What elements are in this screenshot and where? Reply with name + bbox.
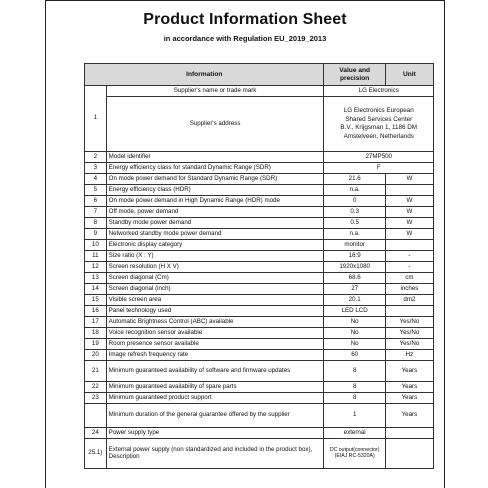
table-row bbox=[85, 152, 434, 163]
row-label: Electronic display category bbox=[106, 240, 324, 251]
header-value: Value and precision bbox=[324, 64, 385, 86]
row-value: 0.5 bbox=[324, 218, 385, 229]
table-row bbox=[85, 439, 434, 469]
table-row bbox=[85, 229, 434, 240]
row-unit: Yes/No bbox=[385, 339, 433, 350]
row-number: 15 bbox=[85, 295, 107, 306]
row-unit: W bbox=[385, 174, 433, 185]
row-label: Supplier's address bbox=[106, 97, 324, 152]
row-value: 16:9 bbox=[324, 251, 385, 262]
row-value: 1920x1080 bbox=[324, 262, 385, 273]
row-label: Size ratio (X : Y) bbox=[106, 251, 324, 262]
table-row bbox=[85, 218, 434, 229]
row-number: 13 bbox=[85, 273, 107, 284]
row-value: LG Electronics European Shared Services Center B.V., Krijgsman 1, 1186 DM Amstelveen, Netherlands bbox=[324, 97, 434, 152]
header-information: Information bbox=[85, 64, 324, 86]
row-label: Room presence sensor available bbox=[106, 339, 324, 350]
row-value: n.a. bbox=[324, 229, 385, 240]
row-number: 7 bbox=[85, 207, 107, 218]
row-value: No bbox=[324, 328, 385, 339]
table-row bbox=[85, 207, 434, 218]
row-value: LG Electronics bbox=[324, 86, 434, 97]
row-number: 11 bbox=[85, 251, 107, 262]
row-unit: dm2 bbox=[385, 295, 433, 306]
row-number: 20 bbox=[85, 350, 107, 361]
row-label: On mode power demand for Standard Dynamic Range (SDR) bbox=[106, 174, 324, 185]
row-number: 22 bbox=[85, 382, 107, 393]
row-number: 3 bbox=[85, 163, 107, 174]
row-number: 5 bbox=[85, 185, 107, 196]
row-unit: inches bbox=[385, 284, 433, 295]
row-number: 18 bbox=[85, 328, 107, 339]
row-label: Automatic Brightness Control (ABC) available bbox=[106, 317, 324, 328]
row-value: No bbox=[324, 317, 385, 328]
row-label: Minimum guaranteed product support bbox=[106, 393, 324, 404]
table-row bbox=[85, 295, 434, 306]
row-value: 0.3 bbox=[324, 207, 385, 218]
table-row bbox=[85, 404, 434, 428]
row-label: Panel technology used bbox=[106, 306, 324, 317]
table-row bbox=[85, 185, 434, 196]
row-unit bbox=[385, 185, 433, 196]
row-unit: Hz bbox=[385, 350, 433, 361]
table-row bbox=[85, 317, 434, 328]
row-label: Screen resolution (H X V) bbox=[106, 262, 324, 273]
header-unit: Unit bbox=[385, 64, 433, 86]
row-unit: Yes/No bbox=[385, 328, 433, 339]
table-row bbox=[85, 328, 434, 339]
row-unit: - bbox=[385, 251, 433, 262]
row-label: Off mode, power demand bbox=[106, 207, 324, 218]
row-label: External power supply (non standardized and included in the product box), Description bbox=[106, 439, 324, 469]
row-value: n.a. bbox=[324, 185, 385, 196]
row-number: 17 bbox=[85, 317, 107, 328]
row-value: 21.6 bbox=[324, 174, 385, 185]
table-row bbox=[85, 382, 434, 393]
row-value: DC output(connector) (EIAJ RC-5320A) bbox=[324, 439, 385, 469]
row-unit: Years bbox=[385, 382, 433, 393]
table-row bbox=[85, 163, 434, 174]
row-value: 60 bbox=[324, 350, 385, 361]
table-row bbox=[85, 306, 434, 317]
row-number: 21 bbox=[85, 361, 107, 382]
table-row bbox=[85, 361, 434, 382]
row-label: Screen diagonal (inch) bbox=[106, 284, 324, 295]
row-number: 1 bbox=[85, 86, 107, 152]
product-info-table bbox=[84, 63, 434, 469]
row-unit: W bbox=[385, 229, 433, 240]
row-label: Supplier's name or trade mark bbox=[106, 86, 324, 97]
table-header-row bbox=[85, 64, 434, 86]
table-row bbox=[85, 350, 434, 361]
row-number: 10 bbox=[85, 240, 107, 251]
row-number: 6 bbox=[85, 196, 107, 207]
row-unit bbox=[385, 240, 433, 251]
row-unit: - bbox=[385, 262, 433, 273]
row-value: external bbox=[324, 428, 385, 439]
row-unit: W bbox=[385, 207, 433, 218]
row-number: 25.1) bbox=[85, 439, 107, 469]
table-row bbox=[85, 339, 434, 350]
row-unit: Years bbox=[385, 361, 433, 382]
row-label: Minimum duration of the general guarantee offered by the supplier bbox=[106, 404, 324, 428]
row-unit bbox=[385, 306, 433, 317]
row-number: 9 bbox=[85, 229, 107, 240]
row-label: Minimum guaranteed availability of software and firmware updates bbox=[106, 361, 324, 382]
row-label: On mode power demand in High Dynamic Range (HDR) mode bbox=[106, 196, 324, 207]
row-label: Model identifier bbox=[106, 152, 324, 163]
row-number: 12 bbox=[85, 262, 107, 273]
row-label: Standby mode power demand bbox=[106, 218, 324, 229]
row-value: 0 bbox=[324, 196, 385, 207]
row-unit bbox=[385, 428, 433, 439]
row-number: 19 bbox=[85, 339, 107, 350]
table-row bbox=[85, 240, 434, 251]
table-row bbox=[85, 86, 434, 97]
row-unit: Years bbox=[385, 404, 433, 428]
page-title: Product Information Sheet bbox=[143, 11, 347, 28]
row-value: monitor bbox=[324, 240, 385, 251]
row-number: 23 bbox=[85, 393, 107, 404]
row-value: LED LCD bbox=[324, 306, 385, 317]
row-label: Minimum guaranteed availability of spare parts bbox=[106, 382, 324, 393]
row-number: 4 bbox=[85, 174, 107, 185]
table-row bbox=[85, 196, 434, 207]
row-number: 14 bbox=[85, 284, 107, 295]
row-value: 8 bbox=[324, 361, 385, 382]
table-row bbox=[85, 273, 434, 284]
row-label: Power supply type bbox=[106, 428, 324, 439]
row-value: 20.1 bbox=[324, 295, 385, 306]
row-number: 24 bbox=[85, 428, 107, 439]
row-label: Energy efficiency class for standard Dynamic Range (SDR) bbox=[106, 163, 324, 174]
row-label: Screen diagonal (Cm) bbox=[106, 273, 324, 284]
row-value: 27 bbox=[324, 284, 385, 295]
row-value: No bbox=[324, 339, 385, 350]
table-row bbox=[85, 284, 434, 295]
table-row bbox=[85, 262, 434, 273]
row-value: F bbox=[324, 163, 434, 174]
row-number: 8 bbox=[85, 218, 107, 229]
row-value: 27MP500 bbox=[324, 152, 434, 163]
row-label: Networked standby mode power demand bbox=[106, 229, 324, 240]
row-value: 1 bbox=[324, 404, 385, 428]
row-unit: Years bbox=[385, 393, 433, 404]
table-row bbox=[85, 428, 434, 439]
row-unit: cm bbox=[385, 273, 433, 284]
row-number bbox=[85, 404, 107, 428]
row-number: 2 bbox=[85, 152, 107, 163]
row-unit: W bbox=[385, 196, 433, 207]
row-label: Voice recognition sensor available bbox=[106, 328, 324, 339]
table-row bbox=[85, 97, 434, 152]
row-number: 16 bbox=[85, 306, 107, 317]
product-information-sheet bbox=[45, 0, 445, 488]
row-unit: W bbox=[385, 218, 433, 229]
table-row bbox=[85, 174, 434, 185]
row-unit: Yes/No bbox=[385, 317, 433, 328]
page-subtitle: in accordance with Regulation EU_2019_2013 bbox=[163, 34, 327, 43]
row-value: 8 bbox=[324, 382, 385, 393]
row-label: Image refresh frequency rate bbox=[106, 350, 324, 361]
row-value: 68.6 bbox=[324, 273, 385, 284]
row-unit bbox=[385, 439, 433, 469]
row-label: Visible screen area bbox=[106, 295, 324, 306]
table-body bbox=[85, 152, 434, 469]
row-value: 8 bbox=[324, 393, 385, 404]
row-label: Energy efficiency class (HDR) bbox=[106, 185, 324, 196]
table-row bbox=[85, 393, 434, 404]
table-row bbox=[85, 251, 434, 262]
